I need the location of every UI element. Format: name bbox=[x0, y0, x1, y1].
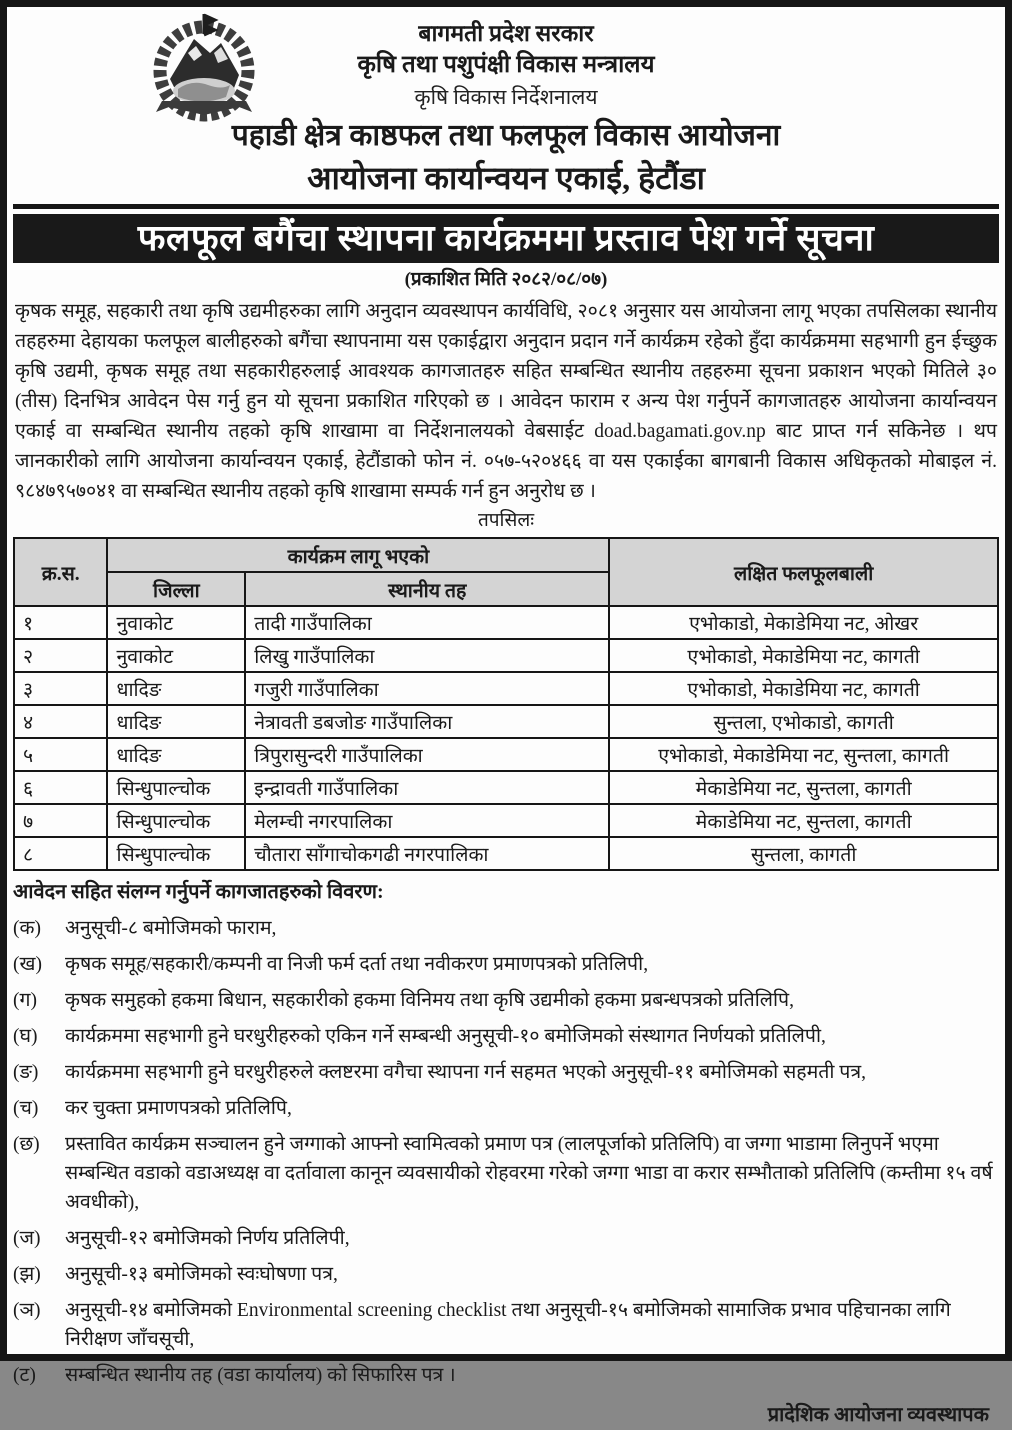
list-item bbox=[13, 1130, 999, 1217]
table-row bbox=[14, 606, 998, 639]
published-date: (प्रकाशित मिति २०८२/०८/०७) bbox=[404, 269, 608, 290]
table-row bbox=[14, 837, 998, 870]
cell-target-crops: सुन्तला, कागती bbox=[609, 837, 998, 870]
list-item-text: सम्बन्धित स्थानीय तह (वडा कार्यालय) को सिफारिस पत्र । bbox=[65, 1365, 456, 1386]
list-item-text: अनुसूची-१४ बमोजिमको Environmental screening checklist तथा अनुसूची-१५ बमोजिमको सामाजिक प्रभाव पहिचानका लागि निरीक्षण जाँचसूची, bbox=[65, 1300, 951, 1350]
list-item bbox=[13, 1094, 999, 1123]
list-item-text: अनुसूची-८ बमोजिमको फाराम, bbox=[65, 918, 277, 939]
col-header-district: जिल्ला bbox=[107, 572, 245, 606]
cell-target-crops: एभोकाडो, मेकाडेमिया नट, ओखर bbox=[609, 606, 998, 639]
cell-sn: ४ bbox=[14, 705, 107, 738]
col-header-program-group: कार्यक्रम लागू भएको bbox=[107, 538, 609, 572]
cell-district: नुवाकोट bbox=[107, 606, 245, 639]
ministry-name: कृषि तथा पशुपंक्षी विकास मन्त्रालय bbox=[357, 52, 655, 78]
table-row bbox=[14, 771, 998, 804]
cell-sn: २ bbox=[14, 639, 107, 672]
government-name: बागमती प्रदेश सरकार bbox=[418, 21, 594, 46]
list-item-text: कार्यक्रममा सहभागी हुने घरधुरीहरुको एकिन गर्ने सम्बन्धी अनुसूची-१० बमोजिमको संस्थागत निर्णयको प्रतिलिपी, bbox=[65, 1026, 826, 1047]
implementation-unit-name: आयोजना कार्यान्वयन एकाई, हेटौंडा bbox=[307, 160, 705, 196]
cell-target-crops: एभोकाडो, मेकाडेमिया नट, कागती bbox=[609, 672, 998, 705]
list-item-marker: (झ) bbox=[13, 1264, 41, 1285]
list-item-marker: (घ) bbox=[13, 1026, 38, 1047]
cell-district: सिन्धुपाल्चोक bbox=[107, 771, 245, 804]
cell-local-level: मेलम्ची नगरपालिका bbox=[245, 804, 609, 837]
cell-district: नुवाकोट bbox=[107, 639, 245, 672]
list-item-text: प्रस्तावित कार्यक्रम सञ्चालन हुने जग्गाको आफ्नो स्वामित्वको प्रमाण पत्र (लालपूर्जाको प्रतिलिपि) वा जग्गा भाडामा लिनुपर्ने भएमा सम्बन्धित वडाको वडाअध्यक्ष वा दर्तावाला कानून व्यवसायीको रोहवरमा गरेको जग्गा भाडा वा करार सम्भौताको प्रतिलिपि (कम्तीमा १५ वर्ष अवधीको), bbox=[65, 1134, 993, 1213]
col-header-sn: क्र.स. bbox=[14, 538, 107, 606]
list-item bbox=[13, 1058, 999, 1087]
list-item bbox=[13, 1296, 999, 1354]
cell-district: सिन्धुपाल्चोक bbox=[107, 804, 245, 837]
col-header-local-level: स्थानीय तह bbox=[245, 572, 609, 606]
cell-local-level: चौतारा साँगाचोकगढी नगरपालिका bbox=[245, 837, 609, 870]
tapasil-label: तपसिलः bbox=[477, 510, 535, 531]
header-divider bbox=[13, 204, 999, 209]
list-item bbox=[13, 986, 999, 1015]
project-name: पहाडी क्षेत्र काष्ठफल तथा फलफूल विकास आयोजना bbox=[231, 119, 781, 152]
bagamati-province-emblem-logo bbox=[139, 13, 269, 123]
cell-local-level: तादी गाउँपालिका bbox=[245, 606, 609, 639]
cell-district: धादिङ bbox=[107, 672, 245, 705]
list-item-marker: (ज) bbox=[13, 1228, 41, 1249]
cell-sn: ५ bbox=[14, 738, 107, 771]
list-item-text: कर चुक्ता प्रमाणपत्रको प्रतिलिपि, bbox=[65, 1098, 292, 1119]
table-row bbox=[14, 804, 998, 837]
list-item-marker: (ख) bbox=[13, 954, 42, 975]
cell-local-level: इन्द्रावती गाउँपालिका bbox=[245, 771, 609, 804]
list-item-marker: (ग) bbox=[13, 990, 37, 1011]
cell-target-crops: सुन्तला, एभोकाडो, कागती bbox=[609, 705, 998, 738]
cell-target-crops: मेकाडेमिया नट, सुन्तला, कागती bbox=[609, 804, 998, 837]
list-item-marker: (च) bbox=[13, 1098, 39, 1119]
list-item-text: अनुसूची-१२ बमोजिमको निर्णय प्रतिलिपी, bbox=[65, 1228, 350, 1249]
cell-local-level: त्रिपुरासुन्दरी गाउँपालिका bbox=[245, 738, 609, 771]
list-item bbox=[13, 1361, 999, 1390]
directorate-name: कृषि विकास निर्देशनालय bbox=[414, 85, 598, 109]
letterhead bbox=[13, 11, 999, 200]
table-row bbox=[14, 672, 998, 705]
cell-local-level: लिखु गाउँपालिका bbox=[245, 639, 609, 672]
list-item-marker: (ञ) bbox=[13, 1300, 41, 1321]
notice-title-banner: फलफूल बगैंचा स्थापना कार्यक्रममा प्रस्ताव पेश गर्ने सूचना bbox=[13, 214, 999, 263]
cell-sn: ८ bbox=[14, 837, 107, 870]
cell-target-crops: एभोकाडो, मेकाडेमिया नट, कागती bbox=[609, 639, 998, 672]
notice-body-paragraph: कृषक समूह, सहकारी तथा कृषि उद्यमीहरुका लागि अनुदान व्यवस्थापन कार्यविधि, २०८१ अनुसार यस आयोजना लागू भएका तपसिलका स्थानीय तहहरुमा देहायका फलफूल बालीहरुको बगैंचा स्थापनामा यस एकाईद्वारा अनुदान प्रदान गर्ने कार्यक्रम रहेको हुँदा कार्यक्रममा सहभागी हुन ईच्छुक कृषि उद्यमी, कृषक समूह तथा सहकारीहरुलाई आवश्यक कागजातहरु सहित सम्बन्धित स्थानीय तहहरुमा सूचना प्रकाशन भएको मितिले ३० (तीस) दिनभित्र आवेदन पेस गर्नु हुन यो सूचना प्रकाशित गरिएको छ । आवेदन फाराम र अन्य पेश गर्नुपर्ने कागजातहरु आयोजना कार्यान्वयन एकाई वा सम्बन्धित स्थानीय तहको कृषि शाखामा वा निर्देशनालयको वेबसाईट doad.bagamati.gov.np बाट प्राप्त गर्न सकिनेछ । थप जानकारीको लागि आयोजना कार्यान्वयन एकाई, हेटौंडाको फोन नं. ०५७-५२०४६६ वा यस एकाईका बागबानी विकास अधिकृतको मोबाइल नं. ९८४७९५७०४१ वा सम्बन्धित स्थानीय तहको कृषि शाखामा सम्पर्क गर्न हुन अनुरोध छ । bbox=[15, 301, 997, 502]
list-item bbox=[13, 1260, 999, 1289]
cell-local-level: गजुरी गाउँपालिका bbox=[245, 672, 609, 705]
cell-sn: ६ bbox=[14, 771, 107, 804]
cell-district: धादिङ bbox=[107, 705, 245, 738]
program-table bbox=[13, 537, 999, 871]
cell-district: सिन्धुपाल्चोक bbox=[107, 837, 245, 870]
cell-target-crops: एभोकाडो, मेकाडेमिया नट, सुन्तला, कागती bbox=[609, 738, 998, 771]
col-header-target-crops: लक्षित फलफूलबाली bbox=[609, 538, 998, 606]
list-item-marker: (क) bbox=[13, 918, 41, 939]
list-item bbox=[13, 914, 999, 943]
table-row bbox=[14, 705, 998, 738]
list-item-marker: (ट) bbox=[13, 1365, 36, 1386]
cell-local-level: नेत्रावती डबजोङ गाउँपालिका bbox=[245, 705, 609, 738]
list-item bbox=[13, 950, 999, 979]
list-item bbox=[13, 1224, 999, 1253]
list-item-text: कार्यक्रममा सहभागी हुने घरधुरीहरुले क्लष्टरमा वगैचा स्थापना गर्न सहमत भएको अनुसूची-११ बमोजिमको सहमती पत्र, bbox=[65, 1062, 867, 1083]
list-item-text: अनुसूची-१३ बमोजिमको स्वःघोषणा पत्र, bbox=[65, 1264, 338, 1285]
table-header-row-1 bbox=[14, 538, 998, 572]
list-item-marker: (छ) bbox=[13, 1134, 40, 1155]
documents-section-heading: आवेदन सहित संलग्न गर्नुपर्ने कागजातहरुको विवरण: bbox=[13, 881, 384, 903]
list-item bbox=[13, 1022, 999, 1051]
cell-sn: ३ bbox=[14, 672, 107, 705]
signature-title: प्रादेशिक आयोजना व्यवस्थापक bbox=[767, 1404, 989, 1426]
list-item-marker: (ङ) bbox=[13, 1062, 39, 1083]
cell-sn: १ bbox=[14, 606, 107, 639]
table-row bbox=[14, 738, 998, 771]
list-item-text: कृषक समुहको हकमा बिधान, सहकारीको हकमा विनिमय तथा कृषि उद्यमीको हकमा प्रबन्धपत्रको प्रतिलिपि, bbox=[65, 990, 795, 1011]
list-item-text: कृषक समूह/सहकारी/कम्पनी वा निजी फर्म दर्ता तथा नवीकरण प्रमाणपत्रको प्रतिलिपी, bbox=[65, 954, 649, 975]
table-row bbox=[14, 639, 998, 672]
cell-target-crops: मेकाडेमिया नट, सुन्तला, कागती bbox=[609, 771, 998, 804]
cell-sn: ७ bbox=[14, 804, 107, 837]
cell-district: धादिङ bbox=[107, 738, 245, 771]
